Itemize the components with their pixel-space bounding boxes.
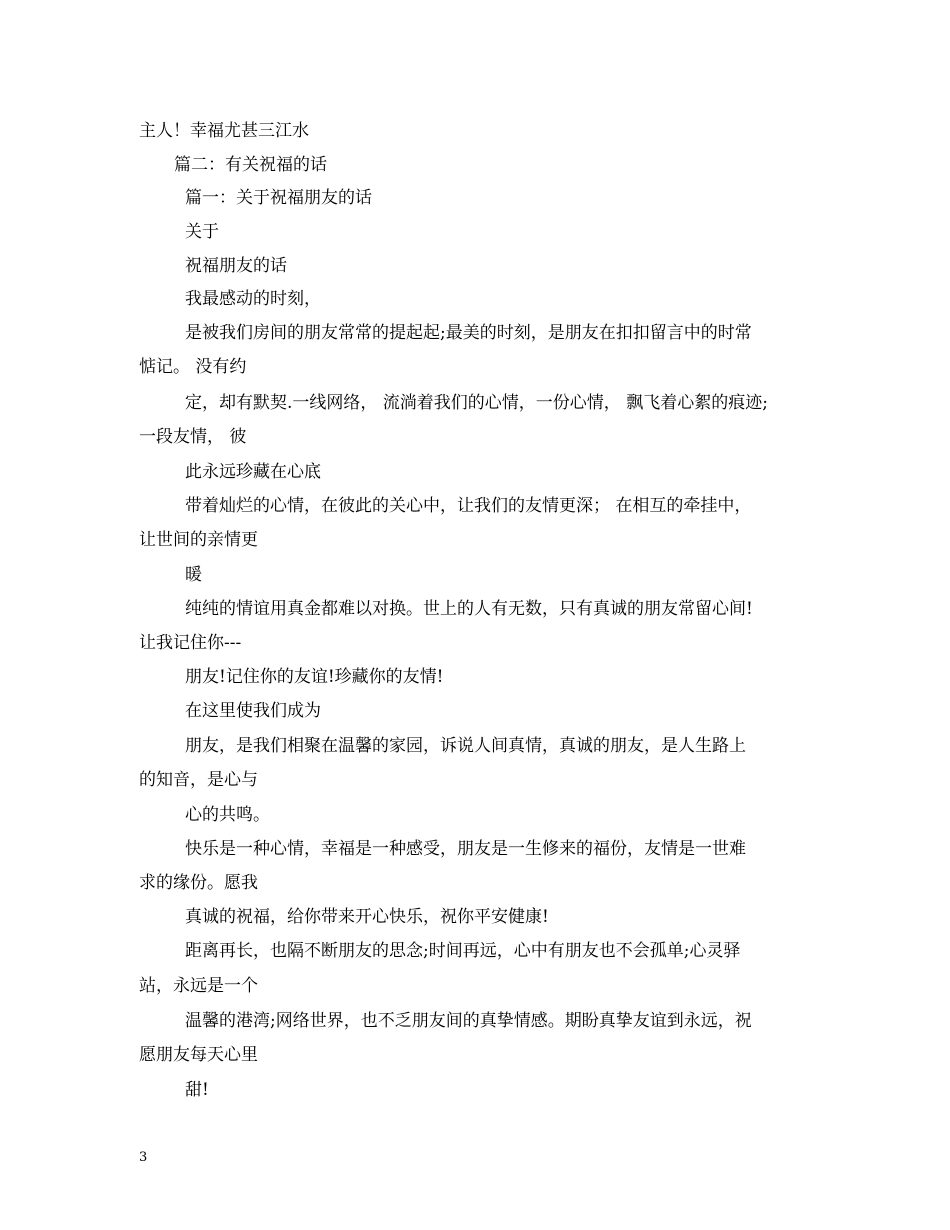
- text-line: 一段友情， 彼: [139, 427, 247, 447]
- section-heading: 篇二：有关祝福的话: [174, 155, 327, 175]
- text-line: 心的共鸣。: [185, 805, 270, 825]
- text-line: 让我记住你---: [139, 633, 242, 653]
- text-line: 惦记。 没有约: [139, 357, 247, 377]
- text-line: 朋友!记住你的友谊!珍藏你的友情!: [185, 667, 444, 687]
- text-line: 祝福朋友的话: [185, 256, 287, 276]
- text-line: 温馨的港湾;网络世界，也不乏朋友间的真挚情感。期盼真挚友谊到永远，祝: [185, 1011, 752, 1031]
- text-line: 求的缘份。愿我: [139, 873, 258, 893]
- text-line: 在这里使我们成为: [185, 701, 321, 721]
- text-line: 我最感动的时刻，: [185, 289, 321, 309]
- text-line: 快乐是一种心情，幸福是一种感受，朋友是一生修来的福份，友情是一世难: [185, 839, 746, 859]
- text-line: 让世间的亲情更: [139, 530, 258, 550]
- text-line: 甜!: [185, 1080, 209, 1100]
- article-title: 篇一：关于祝福朋友的话: [185, 188, 372, 208]
- text-line: 真诚的祝福，给你带来开心快乐，祝你平安健康!: [185, 907, 549, 927]
- text-line: 距离再长，也隔不断朋友的思念;时间再远，心中有朋友也不会孤单;心灵驿: [185, 941, 741, 961]
- text-line: 关于: [185, 222, 219, 242]
- page-number: 3: [139, 1150, 148, 1165]
- text-line: 朋友，是我们相聚在温馨的家园，诉说人间真情，真诚的朋友，是人生路上: [185, 736, 746, 756]
- text-line: 定，却有默契.一线网络， 流淌着我们的心情，一份心情， 飘飞着心絮的痕迹;: [185, 393, 768, 413]
- text-line: 主人！幸福尤甚三江水: [139, 121, 309, 141]
- text-line: 带着灿烂的心情，在彼此的关心中，让我们的友情更深； 在相互的牵挂中，: [185, 496, 752, 516]
- text-line: 暖: [185, 565, 202, 585]
- text-line: 的知音，是心与: [139, 770, 258, 790]
- text-line: 站，永远是一个: [139, 976, 258, 996]
- text-line: 此永远珍藏在心底: [185, 462, 321, 482]
- text-line: 纯纯的情谊用真金都难以对换。世上的人有无数，只有真诚的朋友常留心间!: [185, 599, 753, 619]
- text-line: 是被我们房间的朋友常常的提起起;最美的时刻，是朋友在扣扣留言中的时常: [185, 323, 752, 343]
- text-line: 愿朋友每天心里: [139, 1045, 258, 1065]
